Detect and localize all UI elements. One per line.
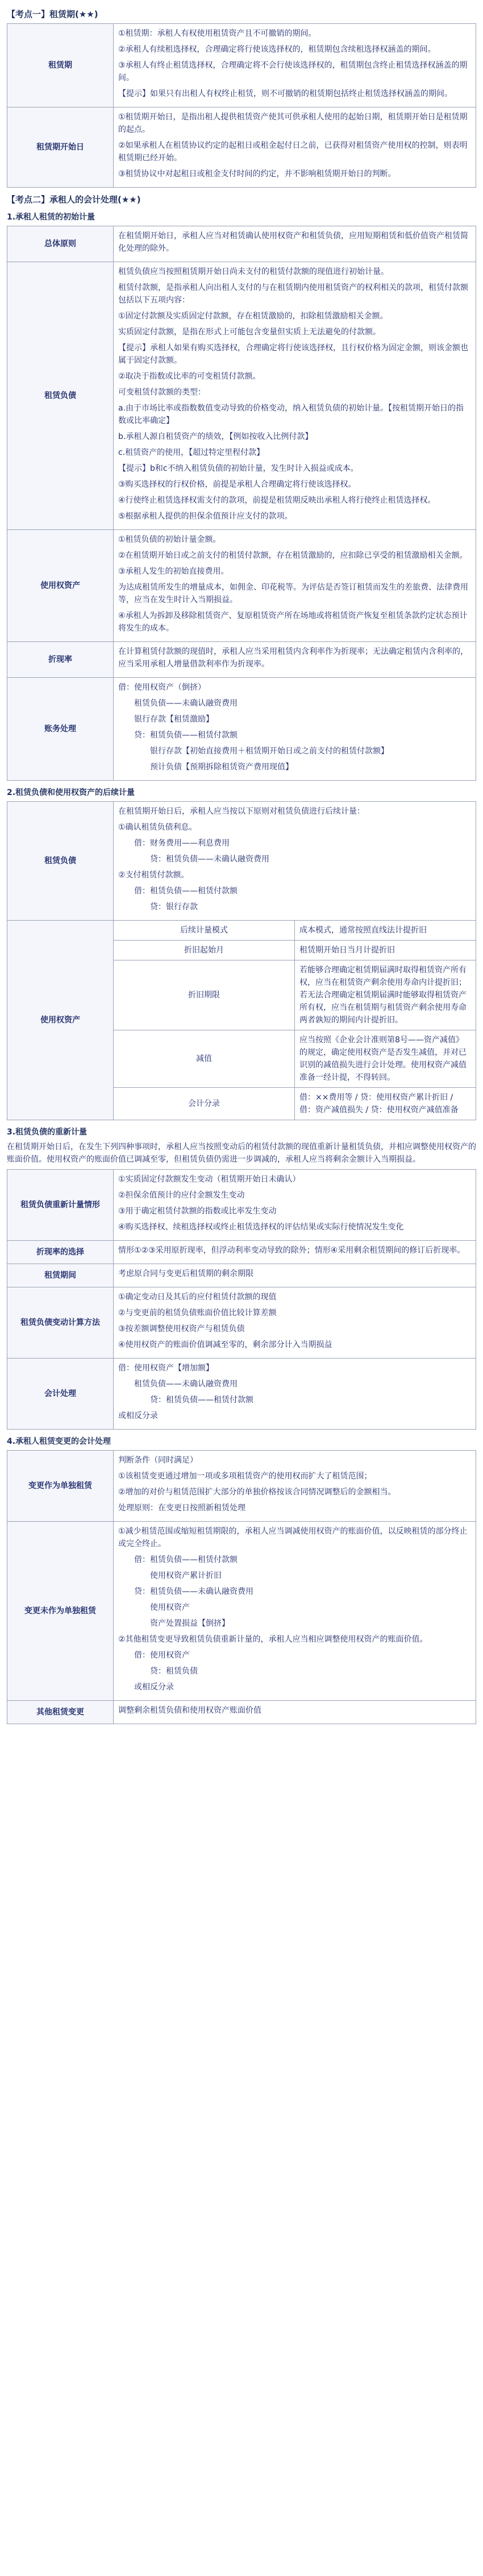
item: 贷：租赁负债——未确认融资费用 (150, 855, 269, 864)
item: 租赁付款额，是指承租人向出租人支付的与在租赁期内使用租赁资产的权利相关的款项，租赁付款额包括以下五项内容： (118, 283, 468, 305)
item: 在租赁期开始日后，承租人应当按以下原则对租赁负债进行后续计量： (118, 807, 365, 816)
table-row (7, 1241, 476, 1264)
item: 银行存款【租赁激励】 (134, 715, 214, 724)
item: 贷：租赁负债——租赁付款额 (134, 731, 238, 740)
s4-title: 4.承租人租赁变更的会计处理 (7, 1437, 111, 1446)
s3-table (7, 1169, 476, 1430)
item: ③用于确定租赁付款额的指数或比率发生变动 (118, 1207, 277, 1216)
row-label: 使用权资产 (7, 921, 114, 1120)
row-label: 总体原则 (7, 226, 114, 262)
table-row (7, 642, 476, 678)
table-row (7, 802, 476, 921)
item: ①租赁期：承租人有权使用租赁资产且不可撤销的期间。 (118, 29, 317, 38)
item: ①确认租赁负债利息。 (118, 823, 197, 832)
item: 或相反分录 (134, 1683, 174, 1692)
item: 情形①②③采用原折现率，但浮动利率变动导致的除外；情形④采用剩余租赁期间的修订后折现率。 (118, 1246, 465, 1255)
row-content: 借：××费用等 / 贷：使用权资产累计折旧 / 借：资产减值损失 / 贷：使用权资产减值准备 (295, 1088, 476, 1120)
item: 【提示】b和c不纳入租赁负债的初始计量，发生时计入损益或成本。 (118, 464, 359, 473)
item: 借：使用权资产【增加额】 (118, 1364, 214, 1373)
item: 借：使用权资产（倒挤） (118, 683, 206, 692)
table-row (7, 226, 476, 262)
item: c.租赁资产的使用，【超过特定里程付款】 (118, 448, 265, 457)
table-row (7, 1522, 476, 1701)
table-row (7, 678, 476, 781)
item: 【提示】如果只有出租人有权终止租赁，则不可撤销的租赁期包括终止租赁选择权涵盖的期间。 (118, 89, 452, 98)
page (7, 6, 476, 1724)
row-label: 租赁期间 (7, 1264, 114, 1287)
item: ④使用权资产的账面价值调减至零的，剩余部分计入当期损益 (118, 1340, 332, 1349)
item: 为达成租赁所发生的增量成本，如佣金、印花税等。为评估是否签订租赁而发生的差旅费、法律费用等，应当在发生时计入当期损益。 (118, 583, 468, 604)
item: 【提示】承租人如果有购买选择权，合理确定将行使该选择权，且行权价格为固定金额，则该金额也属于固定付款额。 (118, 343, 468, 365)
item: 借：租赁负债——租赁付款额 (134, 1555, 238, 1564)
row-label: 使用权资产 (7, 530, 114, 642)
item: ④购买选择权、续租选择权或终止租赁选择权的评估结果或实际行使情况发生变化 (118, 1223, 404, 1232)
item: ③购买选择权的行权价格，前提是承租人合理确定将行使该选择权。 (118, 480, 356, 489)
row-content (114, 1241, 476, 1264)
table-row (7, 1287, 476, 1359)
row-label: 租赁负债变动计算方法 (7, 1287, 114, 1359)
item: ②取决于指数或比率的可变租赁付款额。 (118, 372, 261, 381)
table-row (7, 530, 476, 642)
item: 在计算租赁付款额的现值时，承租人应当采用租赁内含利率作为折现率；无法确定租赁内含利率的，应当采用承租人增量借款利率作为折现率。 (118, 647, 468, 669)
table-row (7, 24, 476, 107)
minor-label: 后续计量模式 (114, 921, 295, 941)
item: 预计负债【预期拆除租赁资产费用现值】 (150, 763, 293, 772)
item: 使用权资产 (150, 1603, 190, 1612)
item: 租赁负债应当按照租赁期开始日尚未支付的租赁付款额的现值进行初始计量。 (118, 267, 389, 276)
item: ②与变更前的租赁负债账面价值比较计算差额 (118, 1308, 277, 1318)
item: ②担保余值预计的应付金额发生变动 (118, 1191, 245, 1200)
minor-label: 折旧起始月 (114, 941, 295, 960)
item: ②在租赁期开始日或之前支付的租赁付款额，存在租赁激励的，应扣除已享受的租赁激励相关金额。 (118, 551, 468, 560)
item: ③承租人有终止租赁选择权，合理确定将不会行使该选择权的，租赁期包含终止租赁选择权涵盖的期间。 (118, 61, 468, 82)
item: 或相反分录 (118, 1411, 158, 1420)
item: 处理原则：在变更日按照新租赁处理 (118, 1504, 245, 1513)
kaodian1-table (7, 23, 476, 188)
row-content: 成本模式，通常按照直线法计提折旧 (295, 921, 476, 941)
item: 可变租赁付款额的类型： (118, 388, 206, 397)
table-row (7, 1170, 476, 1241)
item: ①确定变动日及其后的应付租赁付款额的现值 (118, 1293, 277, 1302)
row-content (114, 107, 476, 188)
item: a.由于市场比率或指数数值变动导致的价格变动，纳入租赁负债的初始计量。【按租赁期开始日的指数或比率确定】 (118, 404, 464, 425)
s2-title: 2.租赁负债和使用权资产的后续计量 (7, 788, 135, 797)
row-content (114, 530, 476, 642)
row-content (114, 1701, 476, 1724)
item: 租赁负债——未确认融资费用 (134, 1380, 238, 1389)
item: ②支付租赁付款额。 (118, 871, 189, 880)
row-content: 应当按照《企业会计准则第8号——资产减值》的规定，确定使用权资产是否发生减值，并对已识别的减值损失进行会计处理。使用权资产减值准备一经计提，不得转回。 (295, 1030, 476, 1088)
row-label: 其他租赁变更 (7, 1701, 114, 1724)
row-content (114, 1451, 476, 1522)
item: 考虑原合同与变更后租赁期的剩余期限 (118, 1269, 253, 1278)
row-content (114, 24, 476, 107)
row-label: 租赁期 (7, 24, 114, 107)
row-content (114, 678, 476, 781)
row-content: 租赁期开始日当月计提折旧 (295, 941, 476, 960)
s1-title: 1.承租人租赁的初始计量 (7, 213, 95, 222)
item: 使用权资产累计折旧 (150, 1571, 222, 1580)
kaodian1-title: 【考点一】租赁期(★★) (7, 9, 98, 19)
item: 贷：租赁负债——租赁付款额 (150, 1395, 253, 1405)
s2-table (7, 801, 476, 1120)
minor-label: 减值 (114, 1030, 295, 1088)
item: 贷：租赁负债——未确认融资费用 (134, 1587, 253, 1596)
item: ③按差额调整使用权资产与租赁负债 (118, 1324, 245, 1333)
item: 判断条件（同时满足） (118, 1456, 198, 1465)
item: 贷：银行存款 (150, 902, 198, 912)
row-label: 租赁负债 (7, 262, 114, 530)
row-label: 折现率 (7, 642, 114, 678)
row-label: 租赁期开始日 (7, 107, 114, 188)
row-content (114, 802, 476, 921)
item: ⑤根据承租人提供的担保余值预计应支付的款项。 (118, 512, 293, 521)
item: 借：使用权资产 (134, 1651, 190, 1660)
row-content (114, 1522, 476, 1701)
item: 实质固定付款额，是指在形式上可能包含变量但实质上无法避免的付款额。 (118, 328, 381, 337)
item: ③租赁协议中对起租日或租金支付时间的约定，并不影响租赁期开始日的判断。 (118, 169, 396, 179)
row-label: 会计处理 (7, 1359, 114, 1430)
minor-label: 会计分录 (114, 1088, 295, 1120)
item: ①租赁负债的初始计量金额。 (118, 535, 221, 544)
item: 贷：租赁负债 (150, 1667, 198, 1676)
row-label: 折现率的选择 (7, 1241, 114, 1264)
s3-title: 3.租赁负债的重新计量 (7, 1128, 88, 1137)
row-label: 租赁负债重新计量情形 (7, 1170, 114, 1241)
item: 在租赁期开始日，承租人应当对租赁确认使用权资产和租赁负债，应用短期租赁和低价值资产租赁简化处理的除外。 (118, 231, 468, 253)
row-label: 变更未作为单独租赁 (7, 1522, 114, 1701)
kaodian2-title: 【考点二】承租人的会计处理(★★) (7, 194, 141, 205)
item: ④行使终止租赁选择权需支付的款项，前提是租赁期反映出承租人将行使终止租赁选择权。 (118, 496, 436, 505)
item: 资产处置损益【倒挤】 (150, 1619, 230, 1628)
row-content (114, 226, 476, 262)
item: 调整剩余租赁负债和使用权资产账面价值 (118, 1706, 261, 1715)
item: ②如果承租人在租赁协议约定的起租日或租金起付日之前，已获得对租赁资产使用权的控制，则表明租赁期已经开始。 (118, 141, 468, 163)
item: ①租赁期开始日，是指出租人提供租赁资产使其可供承租人使用的起始日期，租赁期开始日是租赁期的起点。 (118, 113, 468, 134)
item: ②承租人有续租选择权，合理确定将行使该选择权的，租赁期包含续租选择权涵盖的期间。 (118, 45, 436, 54)
s3-intro: 在租赁期开始日后，在发生下列四种事项时，承租人应当按照变动后的租赁付款额的现值重新计量租赁负债，并相应调整使用权资产的账面价值。使用权资产的账面价值已调减至零，但租赁负债仍需进一步调减的，承租人应当将剩余金额计入当期损益。 (7, 1142, 476, 1164)
item: ④承租人为拆卸及移除租赁资产、复原租赁资产所在场地或将租赁资产恢复至租赁条款约定状态预计将发生的成本。 (118, 611, 468, 633)
row-content (114, 642, 476, 678)
row-content: 若能够合理确定租赁期届满时取得租赁资产所有权，应当在租赁资产剩余使用寿命内计提折旧；若无法合理确定租赁期届满时能够取得租赁资产所有权，应当在租赁期与租赁资产剩余使用寿命两者孰短的期间内计提折旧。 (295, 960, 476, 1030)
table-row (7, 1264, 476, 1287)
row-content (114, 1359, 476, 1430)
item: 租赁负债——未确认融资费用 (134, 699, 238, 708)
item: ②增加的对价与租赁范围扩大部分的单独价格按该合同情况调整后的金额相当。 (118, 1488, 396, 1497)
item: 银行存款【初始直接费用＋租赁期开始日或之前支付的租赁付款额】 (150, 747, 389, 756)
row-content (114, 262, 476, 530)
item: ①实质固定付款额发生变动（租赁期开始日未确认） (118, 1175, 301, 1184)
row-label: 租赁负债 (7, 802, 114, 921)
row-content (114, 1170, 476, 1241)
item: b.承租人源自租赁资产的绩效，【例如按收入比例付款】 (118, 432, 313, 441)
s4-table (7, 1450, 476, 1724)
item: ③承租人发生的初始直接费用。 (118, 567, 229, 576)
minor-label: 折旧期限 (114, 960, 295, 1030)
table-row (7, 1359, 476, 1430)
item: ①减少租赁范围或缩短租赁期限的，承租人应当调减使用权资产的账面价值，以反映租赁的部分终止或完全终止。 (118, 1527, 468, 1548)
table-row (7, 262, 476, 530)
item: 借：租赁负债——租赁付款额 (134, 887, 238, 896)
item: ②其他租赁变更导致租赁负债重新计量的，承租人应当相应调整使用权资产的账面价值。 (118, 1635, 428, 1644)
item: ①固定付款额及实质固定付款额，存在租赁激励的，扣除租赁激励相关金额。 (118, 312, 388, 321)
row-content (114, 1264, 476, 1287)
table-row (7, 1451, 476, 1522)
table-row (7, 107, 476, 188)
item: ①该租赁变更通过增加一项或多项租赁资产的使用权而扩大了租赁范围； (118, 1472, 372, 1481)
row-content (114, 1287, 476, 1359)
item: 借：财务费用——利息费用 (134, 839, 230, 848)
row-label: 变更作为单独租赁 (7, 1451, 114, 1522)
table-row (7, 921, 476, 941)
s1-table (7, 226, 476, 781)
row-label: 账务处理 (7, 678, 114, 781)
table-row (7, 1701, 476, 1724)
